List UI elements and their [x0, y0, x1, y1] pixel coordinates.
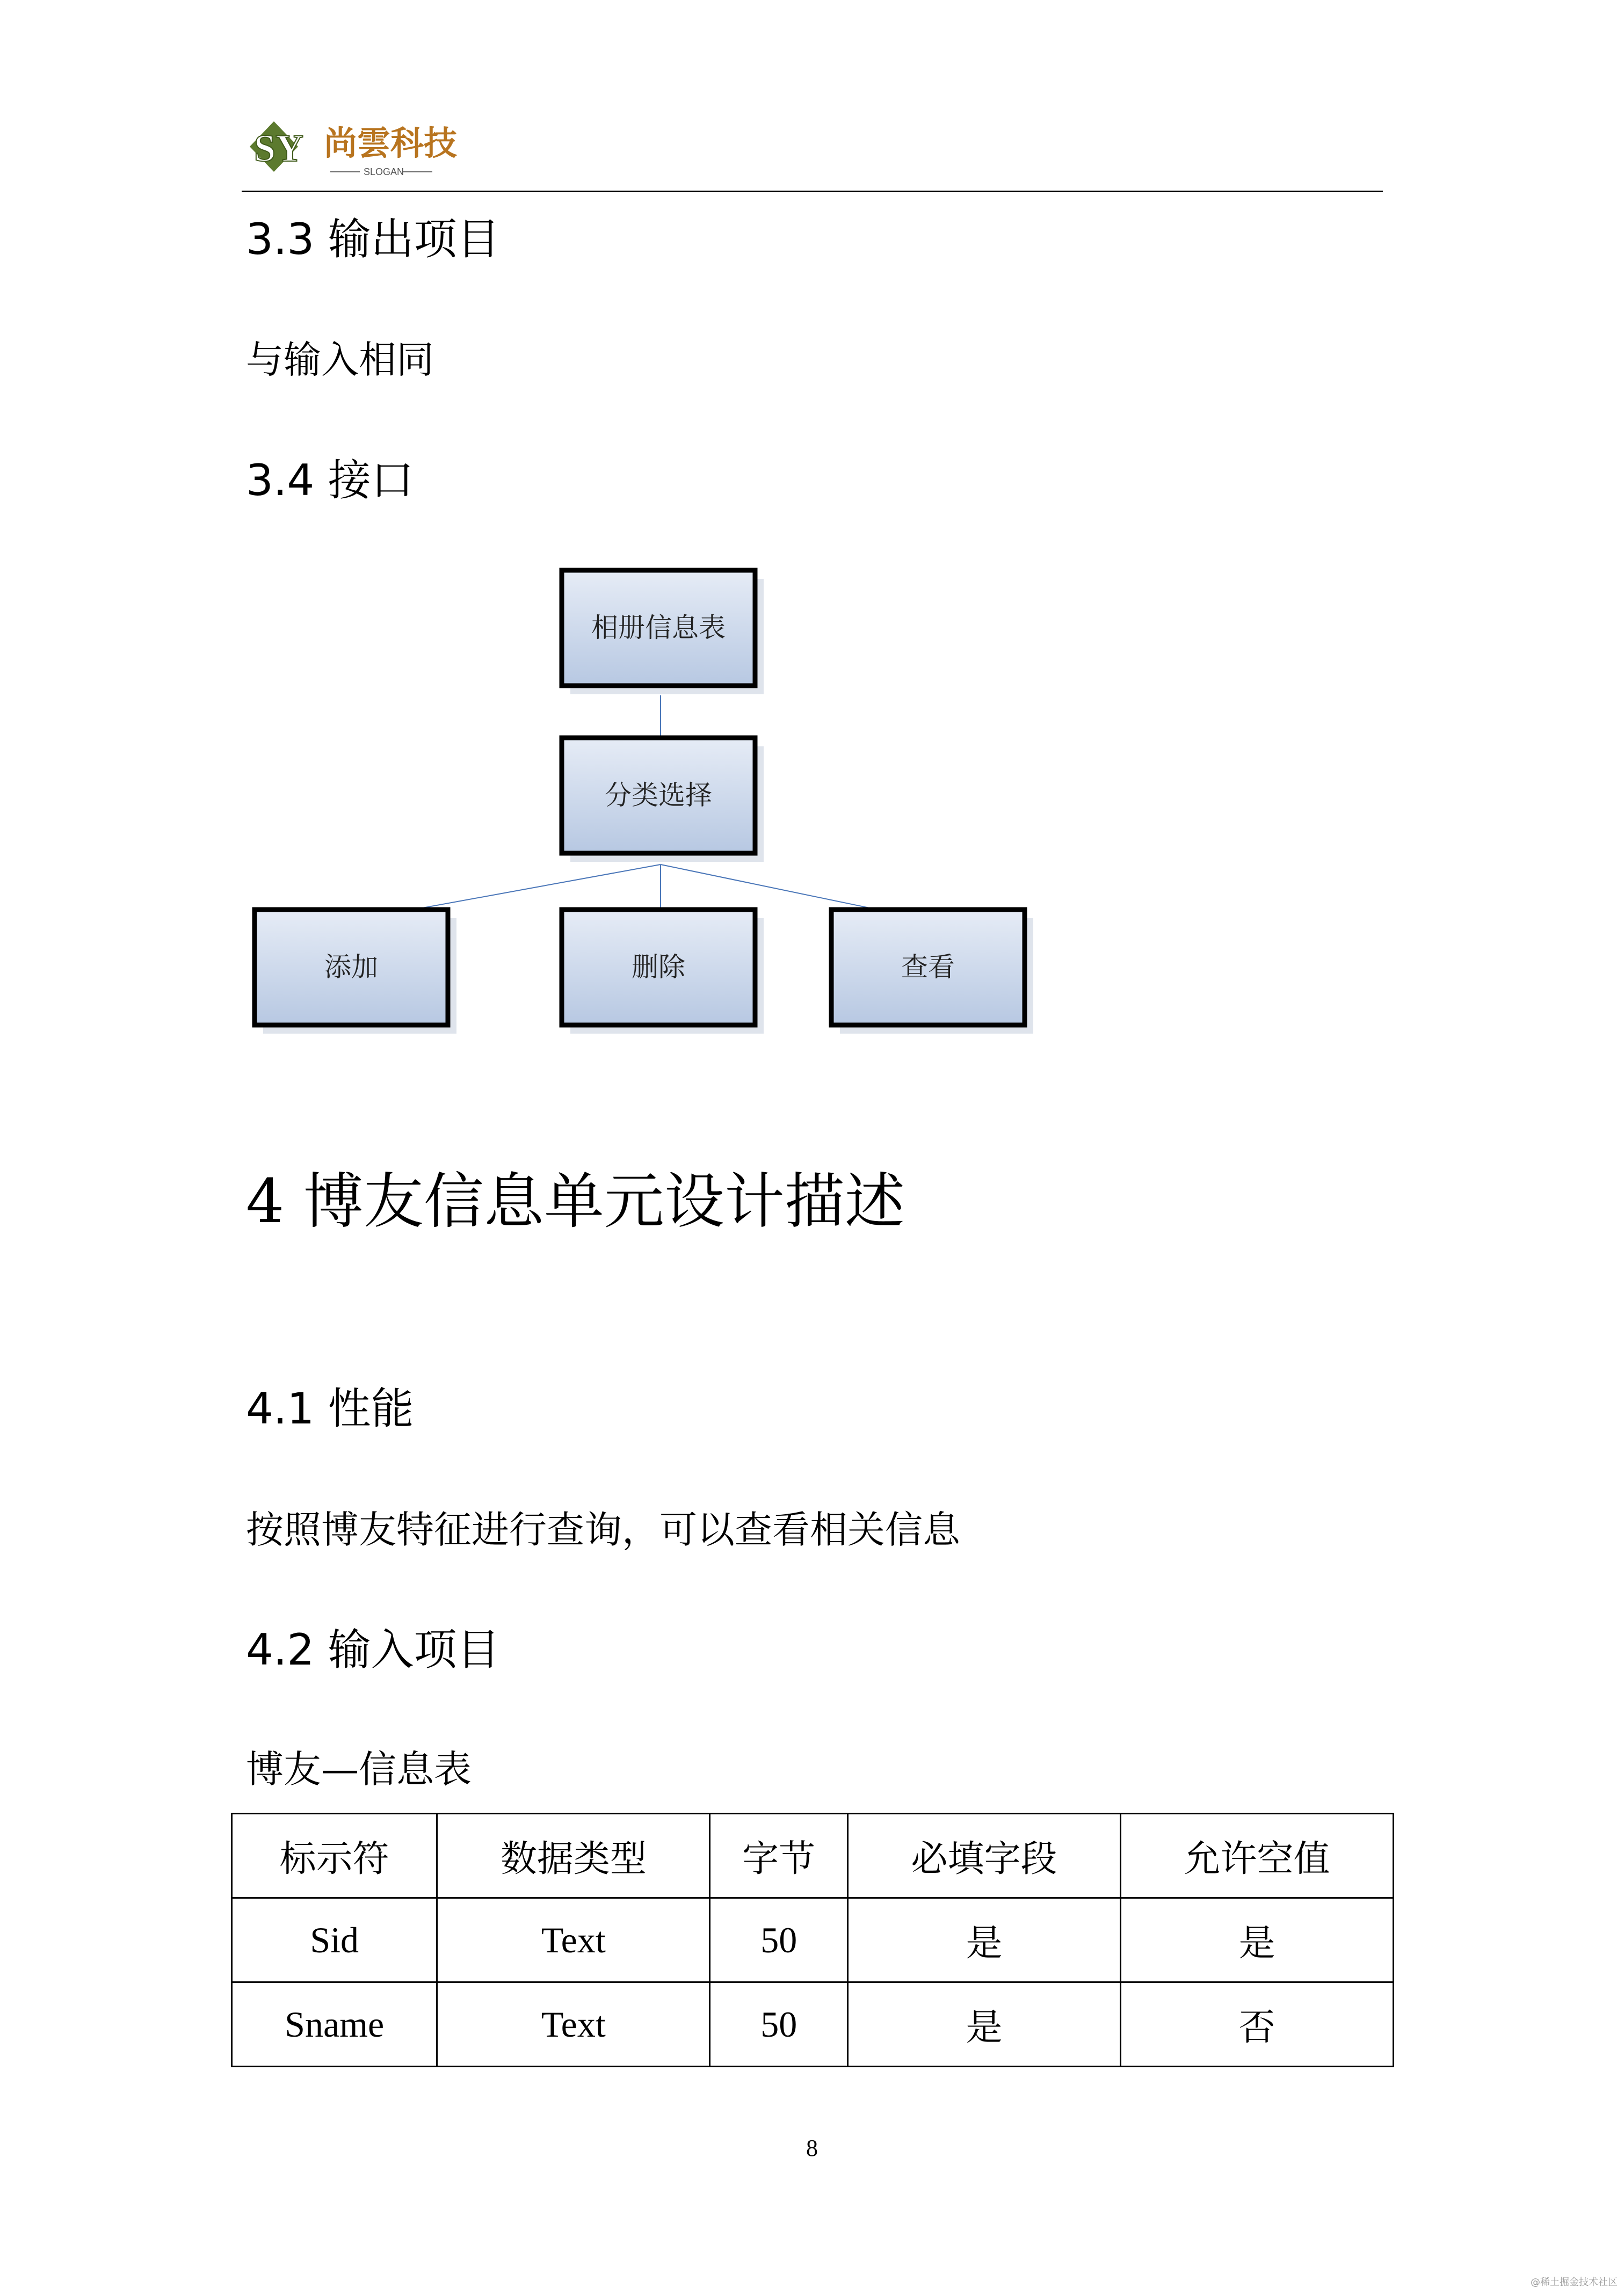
- table-row: [232, 1982, 1394, 2067]
- table-header-cell: 允许空值: [1121, 1814, 1394, 1898]
- section-3-3-text: 与输入相同: [246, 338, 434, 382]
- node-label: 相册信息表: [591, 612, 726, 643]
- logo-slogan: SLOGAN: [364, 166, 404, 177]
- section-4-1-heading: 4.1 性能: [246, 1384, 414, 1434]
- table-row: [232, 1898, 1394, 1982]
- node-label: 添加: [324, 951, 378, 983]
- node-label: 查看: [901, 951, 955, 983]
- node-delete: [562, 910, 764, 1034]
- table-cell: 是: [848, 1898, 1121, 1982]
- logo-company-name: 尚雲科技: [324, 123, 458, 163]
- section-3-3-heading: 3.3 输出项目: [246, 214, 500, 264]
- table-header-cell: 标示符: [232, 1814, 437, 1898]
- table-cell: Text: [437, 1982, 710, 2067]
- node-album-info-table: [562, 570, 764, 694]
- table-header-cell: 必填字段: [848, 1814, 1121, 1898]
- node-add: [255, 910, 456, 1034]
- table-header-cell: 字节: [710, 1814, 848, 1898]
- table-header-cell: 数据类型: [437, 1814, 710, 1898]
- interface-diagram: [236, 564, 1063, 1058]
- table-cell: Text: [437, 1898, 710, 1982]
- node-view: [831, 910, 1033, 1034]
- section-4-1-text: 按照博友特征进行查询，可以查看相关信息: [246, 1508, 960, 1552]
- section-4-2-heading: 4.2 输入项目: [246, 1625, 500, 1675]
- table-header-row: [232, 1814, 1394, 1898]
- table-cell: Sid: [232, 1898, 437, 1982]
- company-logo: [244, 117, 481, 187]
- page-number: 8: [806, 2135, 818, 2161]
- table-cell: 50: [710, 1898, 848, 1982]
- section-3-4-heading: 3.4 接口: [246, 455, 414, 505]
- table-cell: 是: [848, 1982, 1121, 2067]
- node-label: 分类选择: [605, 780, 712, 811]
- table-cell: 否: [1121, 1982, 1394, 2067]
- section-4-heading: 4 博友信息单元设计描述: [246, 1167, 905, 1237]
- table-cell: Sname: [232, 1982, 437, 2067]
- table-cell: 50: [710, 1982, 848, 2067]
- header-divider: [242, 191, 1383, 192]
- blogger-info-table: [231, 1813, 1394, 2067]
- node-category-select: [562, 738, 764, 862]
- watermark: @稀土掘金技术社区: [1531, 2277, 1618, 2288]
- table-caption: 博友—信息表: [246, 1747, 472, 1791]
- logo-monogram: SY: [254, 127, 304, 170]
- node-label: 删除: [632, 951, 685, 983]
- table-cell: 是: [1121, 1898, 1394, 1982]
